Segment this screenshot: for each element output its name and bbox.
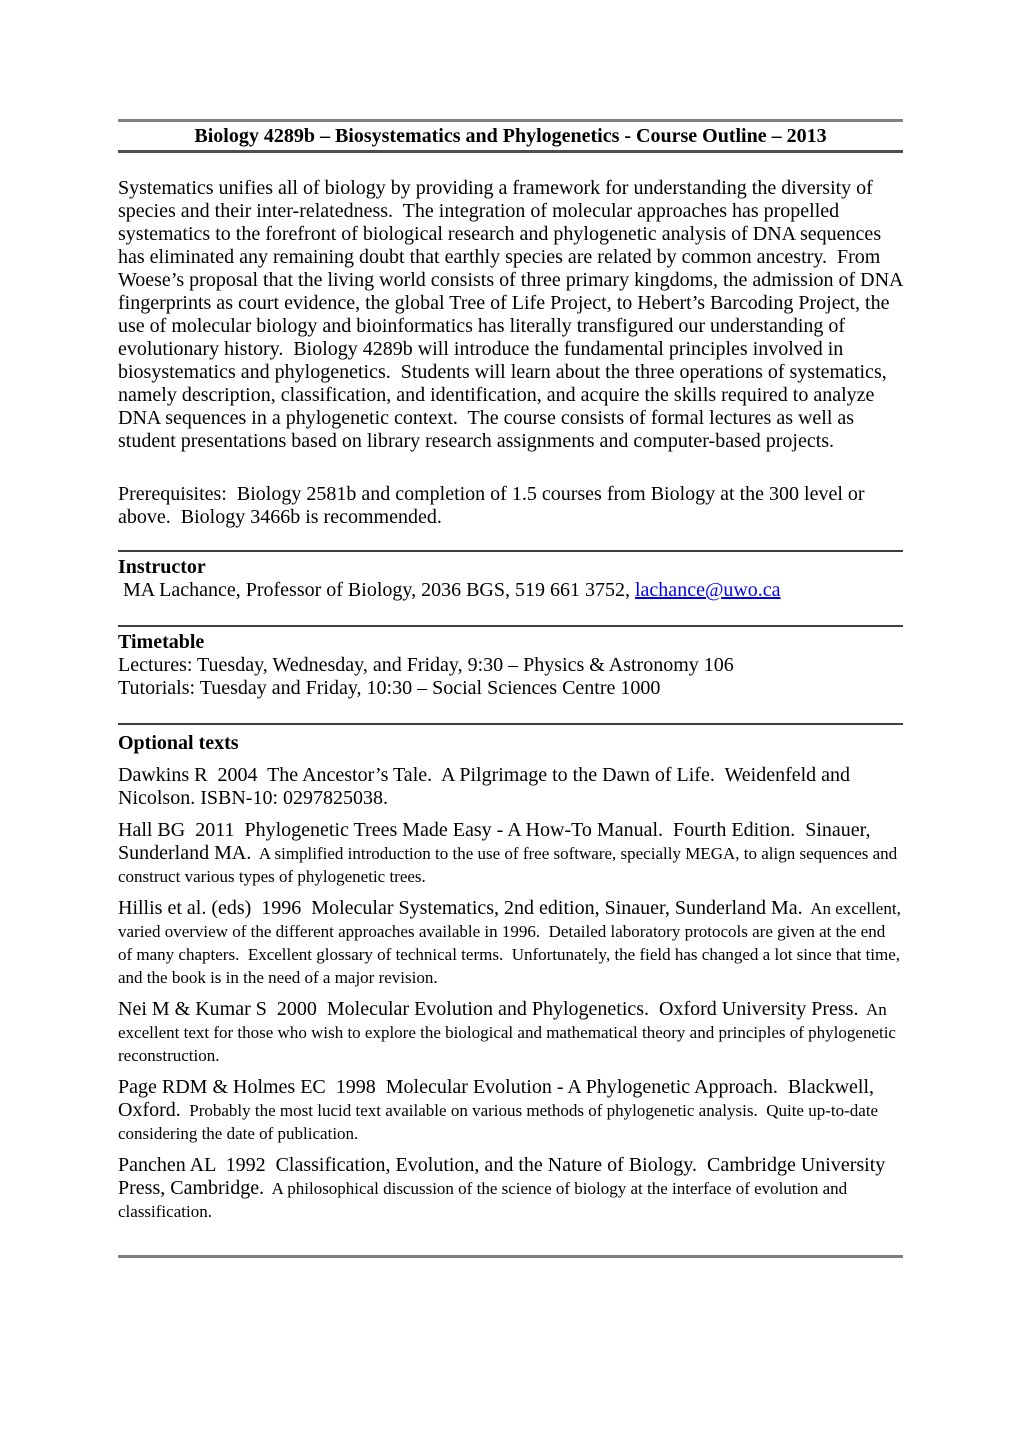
optional-texts-heading: Optional texts xyxy=(118,732,239,754)
book-note: An excellent, varied overview of the different approaches available in 1996. Detailed laboratory protocols are given at the end of many chapters. Excellent glossary of technical terms. Unfortunately, the field has changed a lot since that time, and the book is in the need of a major revision. xyxy=(118,899,906,987)
book-note: Probably the most lucid text available on various methods of phylogenetic analysis. Quite up-to-date considering the date of publication. xyxy=(118,1101,883,1143)
intro-paragraph: Systematics unifies all of biology by providing a framework for understanding the diversity of species and their inter-relatedness. The integration of molecular approaches has propelled systematics to the forefront of biological research and phylogenetic analysis of DNA sequences has eliminated any remaining doubt that earthly species are related by common ancestry. From Woese’s proposal that the living world consists of three primary kingdoms, the admission of DNA fingerprints as court evidence, the global Tree of Life Project, to Hebert’s Barcoding Project, the use of molecular biology and bioinformatics has literally transfigured our understanding of evolutionary history. Biology 4289b will introduce the fundamental principles involved in biosystematics and phylogenetics. Students will learn about the three operations of systematics, namely description, classification, and identification, and acquire the skills required to analyze DNA sequences in a phylogenetic context. The course consists of formal lectures as well as student presentations based on library research assignments and computer-based projects. xyxy=(118,177,908,452)
book-entry xyxy=(118,1076,903,1145)
prerequisites-paragraph: Prerequisites: Biology 2581b and completion of 1.5 courses from Biology at the 300 level or above. Biology 3466b is recommended. xyxy=(118,483,870,528)
instructor-heading: Instructor xyxy=(118,556,206,578)
book-note: A philosophical discussion of the science of biology at the interface of evolution and classification. xyxy=(118,1179,852,1221)
book-citation: Hall BG 2011 Phylogenetic Trees Made Easy - A How-To Manual. Fourth Edition. Sinauer, Sunderland MA. xyxy=(118,819,876,864)
section-timetable xyxy=(118,625,903,702)
book-entry xyxy=(118,998,903,1067)
email-link[interactable]: lachance@uwo.ca xyxy=(635,579,781,601)
book-citation: Hillis et al. (eds) 1996 Molecular Systematics, 2nd edition, Sinauer, Sunderland Ma. xyxy=(118,897,803,919)
book-citation: Panchen AL 1992 Classification, Evolution, and the Nature of Biology. Cambridge University Press, Cambridge. xyxy=(118,1154,891,1199)
book-note: An excellent text for those who wish to explore the biological and mathematical theory and principles of phylogenetic reconstruction. xyxy=(118,1000,901,1065)
page-title: Biology 4289b – Biosystematics and Phylogenetics - Course Outline – 2013 xyxy=(118,119,903,153)
book-entry xyxy=(118,1154,903,1223)
page-bottom-rule xyxy=(118,1255,903,1258)
book-note: A simplified introduction to the use of free software, specially MEGA, to align sequences and construct various types of phylogenetic trees. xyxy=(118,844,902,886)
document-page xyxy=(0,119,1020,1439)
tutorials-line: Tutorials: Tuesday and Friday, 10:30 – Social Sciences Centre 1000 xyxy=(118,677,661,699)
timetable-heading: Timetable xyxy=(118,631,205,653)
book-citation: Nei M & Kumar S 2000 Molecular Evolution and Phylogenetics. Oxford University Press. xyxy=(118,998,859,1020)
lectures-line: Lectures: Tuesday, Wednesday, and Friday, 9:30 – Physics & Astronomy 106 xyxy=(118,654,734,676)
book-citation: Dawkins R 2004 The Ancestor’s Tale. A Pilgrimage to the Dawn of Life. Weidenfeld and Nicolson. ISBN-10: 0297825038. xyxy=(118,764,856,809)
book-entry xyxy=(118,819,903,888)
book-citation: Page RDM & Holmes EC 1998 Molecular Evolution - A Phylogenetic Approach. Blackwell, Oxford. xyxy=(118,1076,880,1121)
instructor-line xyxy=(118,579,903,602)
book-entry xyxy=(118,764,903,810)
book-entry xyxy=(118,897,906,989)
section-optional-texts xyxy=(118,723,906,1225)
instructor-text: MA Lachance, Professor of Biology, 2036 BGS, 519 661 3752, xyxy=(118,579,635,601)
section-instructor xyxy=(118,550,903,604)
